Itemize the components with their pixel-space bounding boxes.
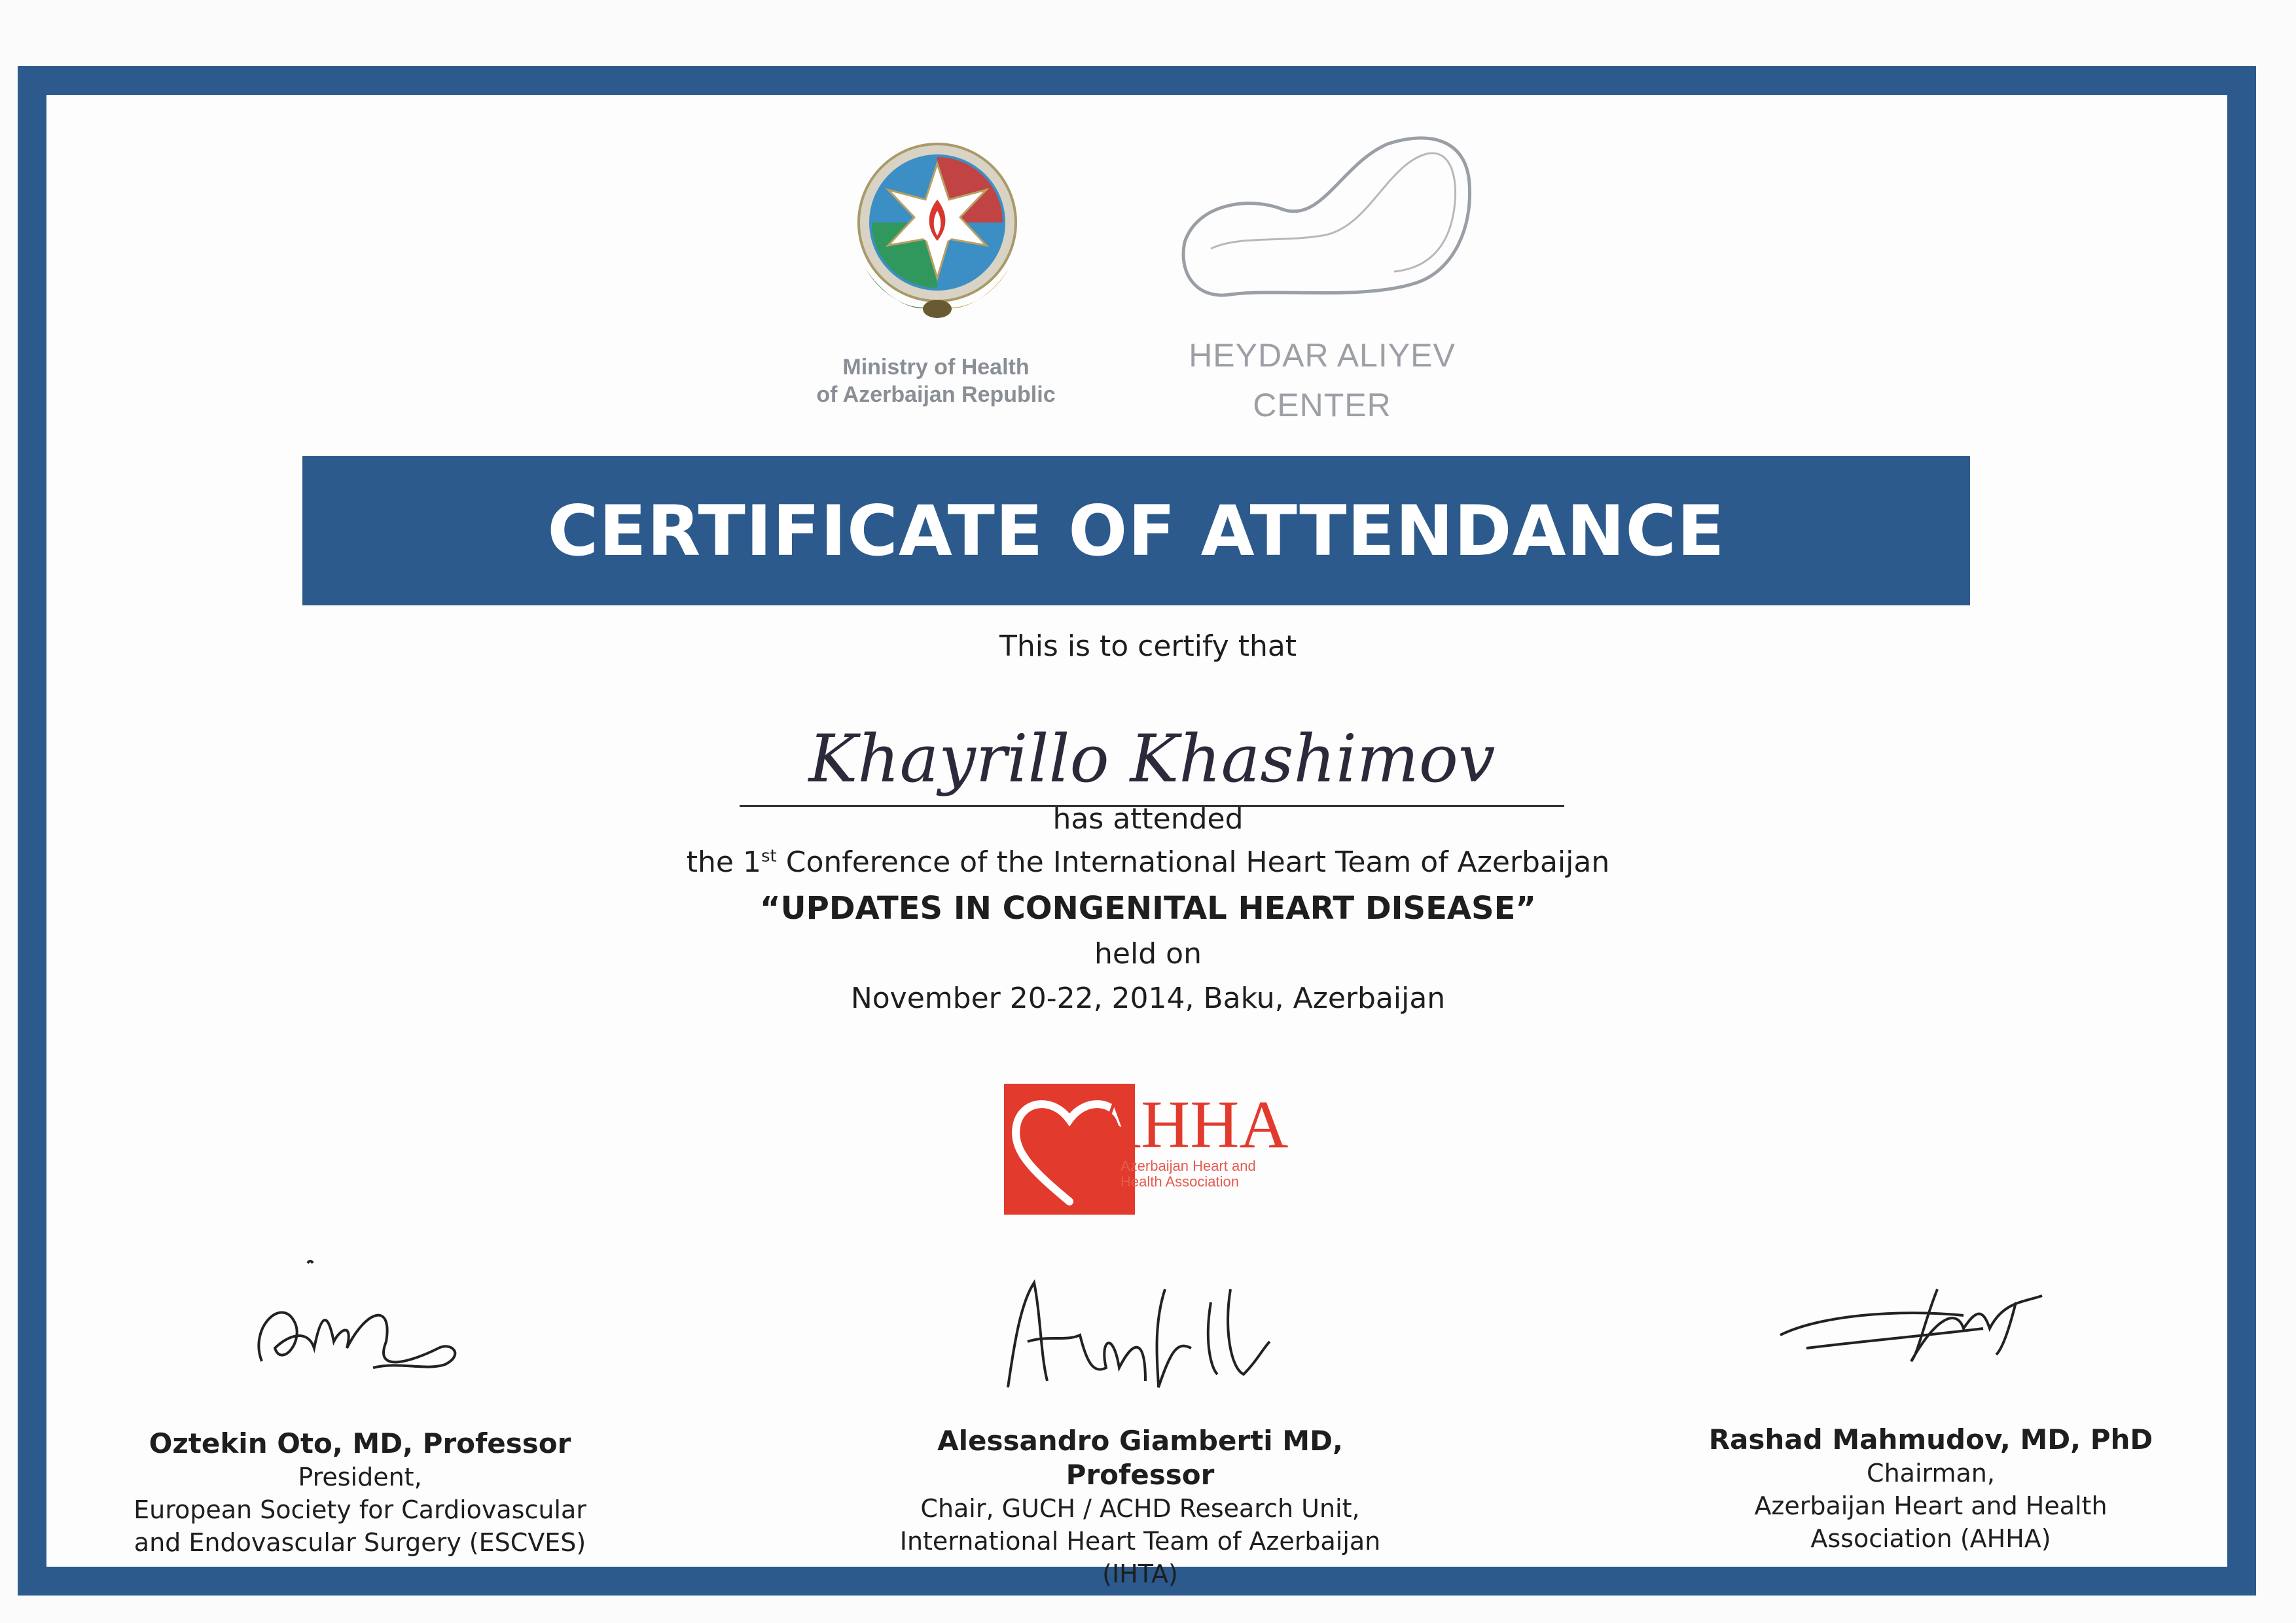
intro-text: This is to certify that bbox=[999, 630, 1297, 663]
signatory-role-line: Association (AHHA) bbox=[1810, 1524, 2051, 1553]
ministry-line-1: Ministry of Health bbox=[842, 355, 1030, 380]
ministry-line-2: of Azerbaijan Republic bbox=[816, 382, 1056, 407]
event-title: “UPDATES IN CONGENITAL HEART DISEASE” bbox=[760, 890, 1536, 927]
held-on-text: held on bbox=[1094, 937, 1202, 971]
signature-giamberti-icon bbox=[995, 1263, 1296, 1407]
heydar-aliyev-center-caption bbox=[1152, 330, 1492, 430]
hac-line-1: HEYDAR ALIYEV bbox=[1189, 337, 1456, 374]
hac-line-2: CENTER bbox=[1253, 387, 1391, 423]
signatory-role-line: Chair, GUCH / ACHD Research Unit, bbox=[920, 1494, 1360, 1523]
ahha-subtitle-line-1: Azerbaijan Heart and bbox=[1121, 1158, 1256, 1174]
signatory-role-line: and Endovascular Surgery (ESCVES) bbox=[134, 1528, 586, 1557]
conference-rest: Conference of the International Heart Team of Azerbaijan bbox=[776, 846, 1610, 879]
signatory-role-line: President, bbox=[298, 1463, 422, 1491]
heydar-aliyev-center-logo-icon bbox=[1172, 124, 1486, 314]
ahha-subtitle-line-2: Health Association bbox=[1121, 1173, 1239, 1190]
signatory-name: Rashad Mahmudov, MD, PhD bbox=[1708, 1423, 2153, 1455]
ahha-subtitle bbox=[1121, 1158, 1278, 1190]
ahha-acronym: AHHA bbox=[1092, 1087, 1289, 1162]
azerbaijan-state-emblem-icon bbox=[839, 137, 1035, 334]
conference-line bbox=[0, 846, 2296, 879]
signatory-role-line: International Heart Team of Azerbaijan (IHTA) bbox=[899, 1527, 1381, 1588]
signatory-mahmudov bbox=[1662, 1423, 2199, 1555]
signatory-giamberti bbox=[872, 1424, 1408, 1590]
signatory-role-line: Azerbaijan Heart and Health bbox=[1754, 1491, 2108, 1520]
conference-ordinal-suffix: st bbox=[761, 846, 777, 866]
signatory-name: Oztekin Oto, MD, Professor bbox=[149, 1427, 571, 1459]
attended-text: has attended bbox=[1052, 802, 1244, 836]
signatory-name: Alessandro Giamberti MD, Professor bbox=[937, 1425, 1343, 1491]
signatory-role-line: European Society for Cardiovascular bbox=[134, 1495, 586, 1524]
ministry-caption bbox=[772, 353, 1100, 408]
date-place-text: November 20-22, 2014, Baku, Azerbaijan bbox=[850, 982, 1446, 1015]
signature-oto-icon bbox=[242, 1250, 478, 1400]
signatory-role-line: Chairman, bbox=[1867, 1459, 1995, 1488]
conference-prefix: the 1 bbox=[686, 846, 761, 879]
signature-mahmudov-icon bbox=[1767, 1276, 2068, 1374]
signatory-oto bbox=[92, 1427, 628, 1559]
recipient-name: Khayrillo Khashimov bbox=[740, 720, 1564, 807]
title-banner bbox=[302, 456, 1970, 605]
certificate-title: CERTIFICATE OF ATTENDANCE bbox=[547, 490, 1725, 571]
